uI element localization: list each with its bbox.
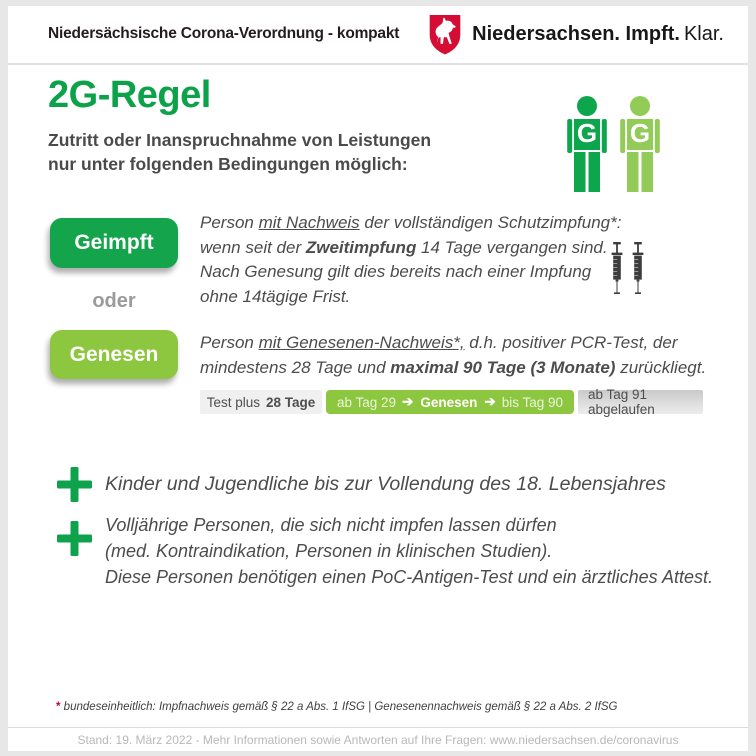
timeline-test-segment [200,390,322,414]
page-subtitle [48,128,431,176]
footer-status-text: Stand: 19. März 2022 - Mehr Informationen sowie Antworten auf Ihre Fragen: www.niedersachsen.de/coronavirus [77,732,679,747]
person-figures [564,96,663,193]
recovered-line-1: Person mit Genesenen-Nachweis*, d.h. positiver PCR-Test, der [200,333,678,352]
subtitle-line-1: Zutritt oder Inanspruchnahme von Leistungen [48,130,432,150]
timeline-valid-end: bis Tag 90 [501,394,563,410]
vaccinated-line-2: wenn seit der Zweitimpfung 14 Tage vergangen sind. [200,237,608,257]
logo-text-bold: Niedersachsen. Impft. [472,23,680,45]
logo-text-light: Klar. [683,23,724,45]
timeline-valid-segment [326,390,574,414]
timeline-valid-start: ab Tag 29 [337,394,397,410]
recovery-timeline [200,387,703,417]
timeline-test-days: 28 Tage [266,394,316,410]
addition-line-3: Diese Personen benötigen einen PoC-Antigen-Test und ein ärztliches Attest. [105,567,714,587]
subtitle-line-2: nur unter folgenden Bedingungen möglich: [48,154,408,174]
geimpft-badge: Geimpft [50,218,178,268]
vaccinated-line-3: Nach Genesung gilt dies bereits nach einer Impfung [200,262,592,281]
syringe-icons [609,242,646,295]
person-light-green-icon [617,96,663,193]
figure-letter-g: G [576,118,598,148]
timeline-expired-segment: ab Tag 91 abgelaufen [578,390,703,414]
figure-letter-g: G [629,118,651,148]
plus-icon [56,520,93,557]
person-dark-green-icon [564,96,610,193]
vaccinated-line-1: Person mit Nachweis der vollständigen Schutzimpfung*: [200,213,622,232]
syringe-icon [630,242,646,295]
vaccinated-text [200,211,621,309]
recovered-line-2: mindestens 28 Tage und maximal 90 Tage (3 Monate) zurückliegt. [200,357,707,377]
footnote-asterisk: * [56,701,61,713]
header [8,6,748,65]
infographic-page [8,6,748,751]
footnote-text: bundeseinheitlich: Impfnachweis gemäß § 22 a Abs. 1 IfSG | Genesenennachweis gemäß § 22 a Abs. 2 IfSG [60,701,618,713]
addition-line-1: Volljährige Personen, die sich nicht impfen lassen dürfen [105,515,557,535]
page-title: 2G-Regel [48,74,211,116]
logo-text [472,23,724,46]
genesen-badge: Genesen [50,330,178,379]
footnote [56,701,618,713]
recovered-text [200,331,706,380]
coat-of-arms-horse-icon [428,12,462,57]
header-title: Niedersächsische Corona-Verordnung - kompakt [48,25,400,42]
plus-icon [56,466,93,503]
vaccinated-line-4: ohne 14tägige Frist. [200,286,351,306]
niedersachsen-logo [428,12,724,57]
syringe-icon [609,242,625,295]
addition-contraindication [105,512,713,590]
oder-connector: oder [92,290,136,312]
timeline-test-label: Test plus [206,394,260,410]
addition-children: Kinder und Jugendliche bis zur Vollendung des 18. Lebensjahres [105,473,666,495]
arrow-right-icon: ➔ [484,394,496,409]
addition-line-2: (med. Kontraindikation, Personen in klinischen Studien). [105,541,553,561]
footer [8,727,748,751]
timeline-valid-label: ➔ Genesen ➔ [402,394,496,410]
arrow-right-icon: ➔ [402,394,414,409]
